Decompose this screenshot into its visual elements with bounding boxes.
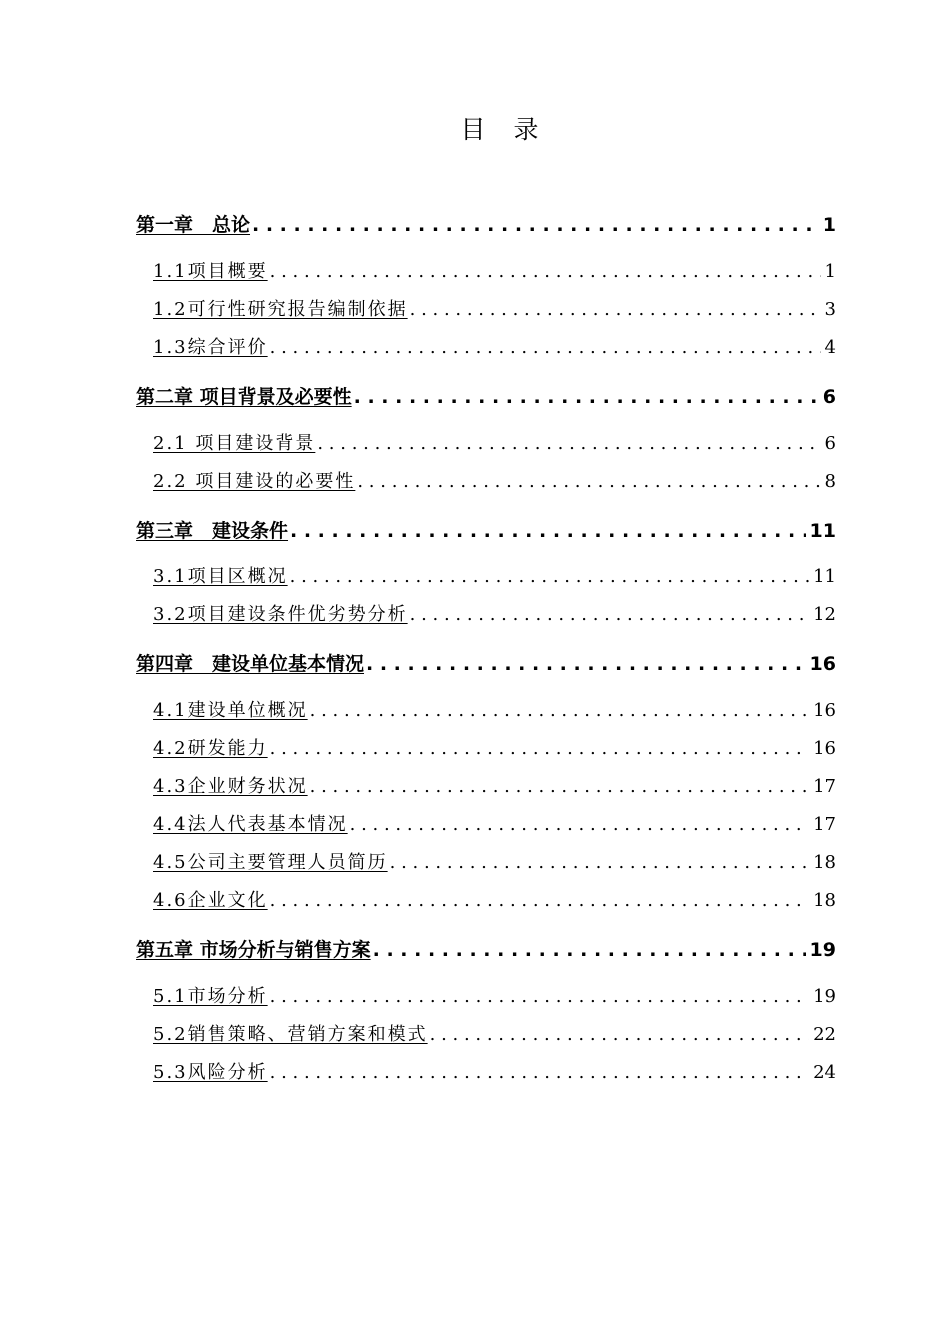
toc-page-number: 6 <box>824 433 836 454</box>
toc-page-number: 19 <box>809 939 836 961</box>
dot-leader <box>357 468 820 496</box>
toc-page-number: 19 <box>813 986 836 1007</box>
toc-chapter-4[interactable] <box>136 649 836 679</box>
toc-section-3-2[interactable] <box>153 601 836 629</box>
toc-section-5-3[interactable] <box>153 1059 836 1087</box>
dot-leader <box>366 649 806 679</box>
toc-page-number: 11 <box>813 566 836 587</box>
toc-entry-label: 2.2 项目建设的必要性 <box>153 471 356 492</box>
toc-entry-label: 4.2研发能力 <box>153 738 268 759</box>
toc-entry-label: 4.5公司主要管理人员简历 <box>153 852 388 873</box>
dot-leader <box>430 1021 809 1049</box>
toc-entry-label: 4.6企业文化 <box>153 890 268 911</box>
dot-leader <box>270 735 809 763</box>
toc-page-number: 24 <box>813 1062 836 1083</box>
toc-chapter-3[interactable] <box>136 516 836 546</box>
dot-leader <box>290 516 806 546</box>
toc-section-4-3[interactable] <box>153 773 836 801</box>
dot-leader <box>410 296 821 324</box>
dot-leader <box>270 334 821 362</box>
toc-section-4-6[interactable] <box>153 887 836 915</box>
toc-entry-label: 第五章 市场分析与销售方案 <box>136 939 371 961</box>
toc-page-number: 18 <box>813 852 836 873</box>
toc-section-4-4[interactable] <box>153 811 836 839</box>
toc-section-4-2[interactable] <box>153 735 836 763</box>
toc-page-number: 11 <box>809 520 836 542</box>
dot-leader <box>252 210 819 240</box>
toc-entry-label: 1.1项目概要 <box>153 261 268 282</box>
toc-chapter-1[interactable] <box>136 210 836 240</box>
toc-title: 目录 <box>460 115 567 144</box>
toc-entry-label: 1.2可行性研究报告编制依据 <box>153 299 408 320</box>
toc-entry-label: 第二章 项目背景及必要性 <box>136 386 352 408</box>
dot-leader <box>270 983 809 1011</box>
dot-leader <box>373 935 806 965</box>
dot-leader <box>354 382 819 412</box>
dot-leader <box>310 697 809 725</box>
toc-section-4-5[interactable] <box>153 849 836 877</box>
toc-section-3-1[interactable] <box>153 563 836 591</box>
toc-section-5-1[interactable] <box>153 983 836 1011</box>
toc-page-number: 3 <box>824 299 836 320</box>
toc-entry-label: 5.1市场分析 <box>153 986 268 1007</box>
dot-leader <box>270 1059 809 1087</box>
toc-entry-label: 5.2销售策略、营销方案和模式 <box>153 1024 428 1045</box>
dot-leader <box>270 887 809 915</box>
toc-entry-label: 1.3综合评价 <box>153 337 268 358</box>
toc-page-number: 16 <box>813 738 836 759</box>
toc-section-2-2[interactable] <box>153 468 836 496</box>
dot-leader <box>270 258 821 286</box>
toc-page-number: 6 <box>822 386 836 408</box>
toc-entry-label: 5.3风险分析 <box>153 1062 268 1083</box>
dot-leader <box>410 601 809 629</box>
toc-page-number: 18 <box>813 890 836 911</box>
toc-section-4-1[interactable] <box>153 697 836 725</box>
toc-page-number: 1 <box>822 214 836 236</box>
toc-entry-label: 4.1建设单位概况 <box>153 700 308 721</box>
toc-section-5-2[interactable] <box>153 1021 836 1049</box>
toc-chapter-5[interactable] <box>136 935 836 965</box>
dot-leader <box>290 563 809 591</box>
toc-page-number: 16 <box>809 653 836 675</box>
dot-leader <box>317 430 820 458</box>
dot-leader <box>350 811 809 839</box>
toc-entry-label: 4.3企业财务状况 <box>153 776 308 797</box>
toc-page-number: 1 <box>824 261 836 282</box>
toc-page-number: 17 <box>813 814 836 835</box>
toc-page-number: 12 <box>813 604 836 625</box>
toc-page-number: 4 <box>824 337 836 358</box>
toc-entry-label: 第一章 总论 <box>136 214 251 236</box>
toc-section-1-2[interactable] <box>153 296 836 324</box>
toc-page-number: 16 <box>813 700 836 721</box>
toc-page-number: 17 <box>813 776 836 797</box>
toc-entry-label: 4.4法人代表基本情况 <box>153 814 348 835</box>
dot-leader <box>310 773 809 801</box>
toc-section-1-1[interactable] <box>153 258 836 286</box>
toc-chapter-2[interactable] <box>136 382 836 412</box>
toc-entry-label: 2.1 项目建设背景 <box>153 433 316 454</box>
toc-entry-label: 第四章 建设单位基本情况 <box>136 653 365 675</box>
toc-page-number: 22 <box>813 1024 836 1045</box>
toc-entry-label: 3.1项目区概况 <box>153 566 288 587</box>
dot-leader <box>390 849 809 877</box>
toc-entry-label: 第三章 建设条件 <box>136 520 289 542</box>
toc-entry-label: 3.2项目建设条件优劣势分析 <box>153 604 408 625</box>
toc-section-2-1[interactable] <box>153 430 836 458</box>
toc-page-number: 8 <box>824 471 836 492</box>
toc-section-1-3[interactable] <box>153 334 836 362</box>
